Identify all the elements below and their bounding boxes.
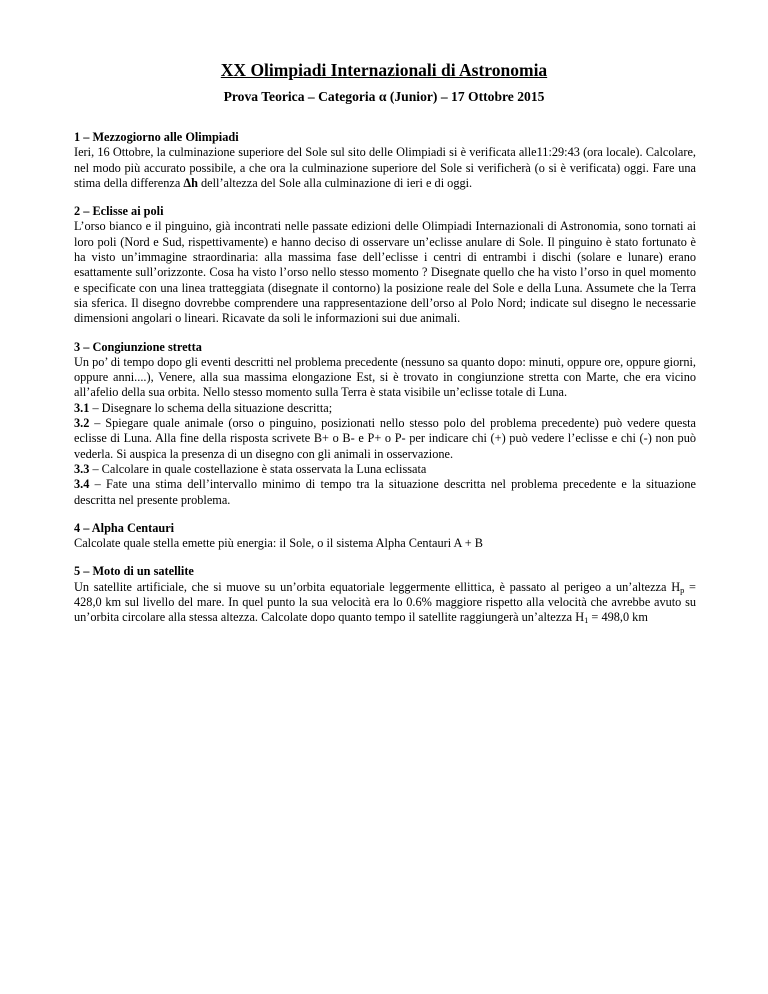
problem-1-text-after: dell’altezza del Sole alla culminazione di ieri e di oggi. <box>197 175 473 190</box>
problems-body <box>74 130 696 639</box>
problem-2-heading: 2 – Eclisse ai poli <box>74 204 164 219</box>
item-number: 3.1 <box>74 400 90 415</box>
document-subtitle: Prova Teorica – Categoria α (Junior) – 17 Ottobre 2015 <box>223 89 545 104</box>
problem-1-heading: 1 – Mezzogiorno alle Olimpiadi <box>74 130 239 144</box>
delta-h-symbol: Δh <box>183 175 198 190</box>
problem-3-text: Un po’ di tempo dopo gli eventi descritti nel problema precedente (nessuno sa quanto dopo: minuti, oppure ore, oppure giorni, oppure anni....), Venere, alla sua massima elongazione Est, si è trovato in congiunzione stretta con Marte, che era vicino all’afelio della sua orbita. Nello stesso momento sulla Terra è stata visibile un’eclisse totale di Luna. <box>74 354 696 400</box>
problem-3-item <box>74 416 696 462</box>
item-text: – Calcolare in quale costellazione è stata osservata la Luna eclissata <box>89 461 427 476</box>
problem-2-text: L’orso bianco e il pinguino, già incontrati nelle passate edizioni delle Olimpiadi Internazionali di Astronomia, sono tornati ai loro poli (Nord e Sud, rispettivamente) e hanno deciso di osservare un’eclisse anulare di Sole. Il pinguino è stato fortunato è ha visto un’immagine straordinaria: alla massima fase dell’eclisse i centri di entrambi i dischi (solare e lunare) erano esattamente sull’orizzonte. Cosa ha visto l’orso nello stesso momento ? Disegnate quello che ha visto l’orso in quel momento e specificate con una linea tratteggiata (disegnate il contorno) la posizione reale del Sole e della Luna. Assumete che la Terra sia sferica. Il disegno dovrebbe comprendere una rappresentazione dell’orso al Polo Nord; indicate sul disegno le necessarie dimensioni angolari o lineari. Ricavate da soli le informazioni sui due animali. <box>74 219 696 326</box>
problem-1-text-before: Ieri, 16 Ottobre, la culminazione superiore del Sole sul sito delle Olimpiadi si è verificata alle11:29:43 (ora locale). Calcolare, nel modo più accurato possibile, a che ora la culminazione superiore del Sole si verificherà (o si è verificata) oggi. Fare una stima della differenza <box>74 145 696 190</box>
item-text: – Fate una stima dell’intervallo minimo di tempo tra la situazione descritta nel problema precedente e la situazione descritta nel presente problema. <box>74 477 696 507</box>
perigee-subscript: p <box>680 584 685 595</box>
problem-5 <box>74 564 696 625</box>
problem-3-item <box>74 401 696 416</box>
problem-4-text: Calcolate quale stella emette più energia: il Sole, o il sistema Alpha Centauri A + B <box>74 536 483 551</box>
item-number: 3.4 <box>74 477 90 492</box>
problem-5-part-2: = 428,0 km sul livello del mare. In quel punto la sua velocità era lo 0.6% maggiore rispetto alla velocità che avrebbe avuto su un’orbita circolare alla stessa altezza. Calcolate dopo quanto tempo il satellite raggiungerà un’altezza H <box>74 579 696 625</box>
problem-4 <box>74 521 696 552</box>
problem-5-text <box>74 580 696 626</box>
problem-1-text <box>74 145 696 191</box>
problem-3-heading: 3 – Congiunzione stretta <box>74 339 202 354</box>
problem-5-heading: 5 – Moto di un satellite <box>74 564 194 579</box>
problem-5-part-3: = 498,0 km <box>588 610 648 625</box>
problem-5-part-1: Un satellite artificiale, che si muove su un’orbita equatoriale leggermente ellittica, è passato al perigeo a un’altezza H <box>74 579 681 594</box>
problem-3-item <box>74 477 696 508</box>
item-number: 3.2 <box>74 416 90 431</box>
item-text: – Spiegare quale animale (orso o pinguino, posizionati nello stesso polo del problema precedente) può vedere questa eclisse di Luna. Alla fine della risposta scrivete B+ o B- e P+ o P- per indicare chi (+) può vedere l’eclisse e chi (-) non può vederla. Si auspica la presenza di un disegno con gli animali in osservazione. <box>74 416 696 461</box>
item-number: 3.3 <box>74 461 90 476</box>
problem-3 <box>74 340 696 508</box>
problem-2 <box>74 204 696 326</box>
height-subscript: 1 <box>584 615 589 626</box>
problem-1 <box>74 130 696 191</box>
problem-3-item <box>74 462 696 477</box>
item-text: – Disegnare lo schema della situazione descritta; <box>89 400 333 415</box>
problem-4-heading: 4 – Alpha Centauri <box>74 520 175 535</box>
document-title: XX Olimpiadi Internazionali di Astronomia <box>220 60 548 80</box>
